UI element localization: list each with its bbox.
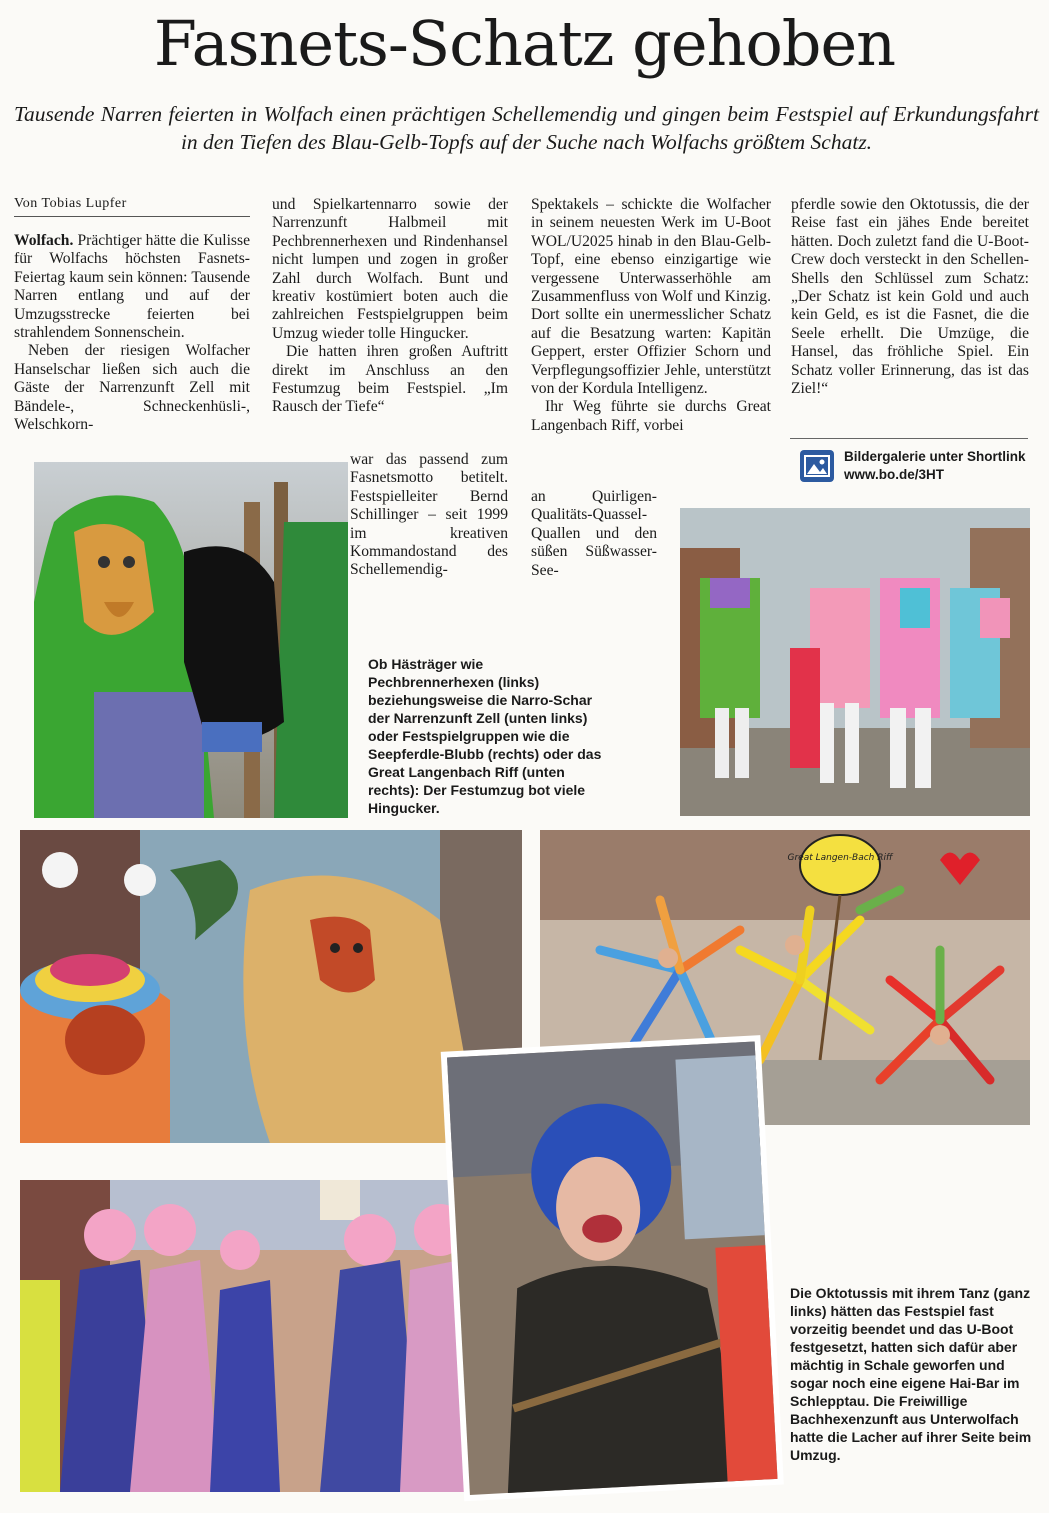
photo-caption-2: Die Oktotussis mit ihrem Tanz (ganz links) hätten das Festspiel fast vorzeitig beendet und das U-Boot festgesetzt, hatten sich dafür aber mächtig in Schale geworfen und sogar noch eine eigene Hai-Bar im Schlepptau. Die Freiwillige Bachhexenzunft aus Unterwolfach hatte die Lacher auf ihrer Seite beim Umzug. [790,1285,1032,1463]
photo-seepferdle-blubb [680,508,1030,816]
article-column-2 [272,196,508,417]
col1-paragraph-1: Prächtiger hätte die Kulisse für Wolfachs höchsten Fasnets-Feiertag kaum sein können: Tausende Narren entlang und auf der Umzugsstrecke feierten bei strahlendem Sonnenschein. [14,232,250,342]
article-column-1 [14,232,250,434]
gallery-shortlink[interactable]: www.bo.de/3HT [844,467,945,482]
riff-sign-text: Great Langen-Bach Riff [787,853,893,863]
col3-paragraph-2: Ihr Weg führte sie durchs Great Langenbach Riff, vorbei [531,398,771,434]
col1-paragraph-2: Neben der riesigen Wolfacher Hanselschar ließen sich auch die Gäste der Narrenzunft Zell mit Bändele-, Schneckenhüsli-, Welschkorn- [14,342,250,434]
photo-caption-1: Ob Hästräger wie Pechbrennerhexen (links) beziehungsweise die Narro-Schar der Narrenzunft Zell (unten links) oder Festspielgruppen wie die Seepferdle-Blubb (rechts) oder das Great Langenbach Riff (unten rechts): Der Festumzug bot viele Hingucker. [368,656,602,816]
gallery-link-box[interactable] [790,444,1028,488]
photo-bachhexe [446,1028,786,1498]
article-column-2b [350,451,508,580]
col2-paragraph-3: war das passend zum Fasnetsmotto betitelt. Festspielleiter Bernd Schillinger – seit 1999 im kreativen Kommandostand des Schellemendig- [350,451,508,579]
col2-paragraph-1: und Spielkartennarro sowie der Narrenzunft Halbmeil mit Pechbrennerhexen und Rindenhansel nicht lumpen und zogen in großer Zahl durch Wolfach. Bunt und kreativ kostümiert boten auch die zahlreichen Festspielgruppen beim Umzug wieder tolle Hingucker. [272,196,508,342]
article-column-3b [531,488,657,580]
byline: Von Tobias Lupfer [14,196,250,217]
photo-pechbrennerhexe [34,462,348,818]
gallery-divider [790,438,1028,439]
col2-paragraph-2: Die hatten ihren großen Auftritt direkt im Anschluss an den Festumzug beim Festspiel. „Im Rausch der Tiefe“ [272,343,508,416]
photo-gallery-icon [800,450,834,482]
article-column-4 [791,196,1029,398]
mountain-image-icon [800,450,834,482]
article-column-3 [531,196,771,435]
dateline: Wolfach. [14,232,74,249]
gallery-label: Bildergalerie unter Shortlink [844,449,1026,464]
col3-paragraph-3: an Quirligen-Qualitäts-Quassel-Quallen und den süßen Süßwasser-See- [531,488,657,579]
headline: Fasnets-Schatz gehoben [153,7,896,80]
photo-oktotussis [20,1180,472,1492]
col4-paragraph-1: pferdle sowie den Oktotussis, die der Reise fast ein jähes Ende bereitet hätten. Doch zuletzt fand die U-Boot-Crew doch versteckt in den Schellen-Shells den Schlüssel zum Schatz: „Der Schatz ist kein Gold und auch kein Geld, es ist die Fasnet, die die Seele erhellt. Die Umzüge, die Hansel, das fröhliche Spiel. Ein Schatz voller Erinnerung, das ist das Ziel!“ [791,196,1029,398]
col3-paragraph-1: Spektakels – schickte die Wolfacher in seinem neuesten Werk im U-Boot WOL/U2025 hinab in den Blau-Gelb-Topf, eine ebenso einzigartige wie vergessene Unterwasserhöhle am Zusammenfluss von Wolf und Kinzig. Dort sollte ein unermesslicher Schatz auf die Besatzung warten: Kapitän Geppert, erster Offizier Schorn und Verpflegungsoffizier Jehle, unterstützt von der Kordula Intelligenz. [531,196,771,398]
subheadline: Tausende Narren feierten in Wolfach einen prächtigen Schellemendig und gingen beim Festspiel auf Erkundungsfahrt in den Tiefen des Blau-Gelb-Topfs auf der Suche nach Wolfachs größtem Schatz. [14,102,1039,154]
